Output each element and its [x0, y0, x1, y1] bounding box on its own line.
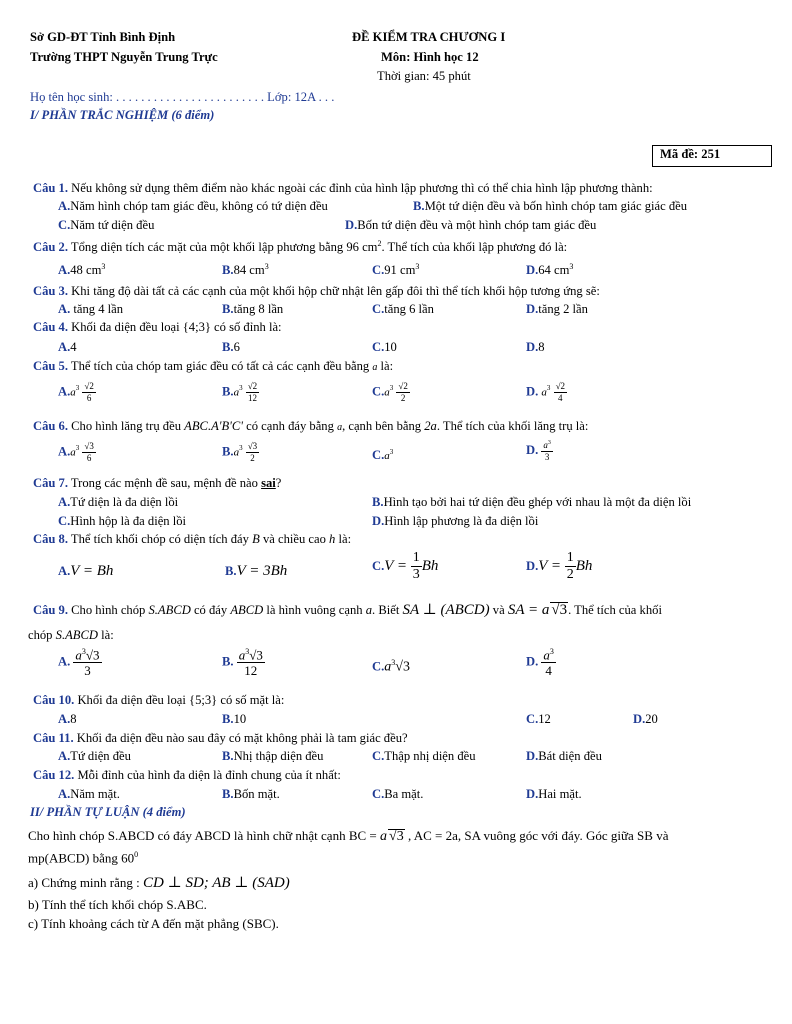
essay-question-a: a) Chứng minh rằng : CD ⊥ SD; AB ⊥ (SAD) [28, 875, 290, 891]
question-2: Câu 2. Tổng diện tích các mặt của một khối lập phương bằng 96 $cm^2$. Thể tích của khối lập phương đó là: [33, 239, 568, 255]
q9-option-b: B. $\frac{a^3√3}{12}$ [222, 647, 263, 679]
subject: Môn: Hình học 12 [381, 50, 479, 64]
q5-option-c: $C.a^3$ $\frac{√2}{2}$ [372, 381, 408, 403]
question-4: Câu 4. Khối đa diện đều loại {4;3} có số đỉnh là: [33, 320, 282, 334]
q6-option-b: $B.a^3$ $\frac{√3}{2}$ [222, 441, 258, 463]
q3-option-b: B.tăng 8 lần [222, 302, 284, 316]
essay-question-c: c) Tính khoảng cách từ A đến mặt phẳng (SBC). [28, 916, 279, 931]
q7-option-b: B.Hình tạo bởi hai tứ diện đều ghép với nhau là một đa diện lồi [372, 495, 692, 509]
q1-option-b: B.Một tứ diện đều và bốn hình chóp tam giác giác đều [413, 199, 688, 213]
question-3: Câu 3. Khi tăng độ dài tất cả các cạnh của một khối hộp chữ nhật lên gấp đôi thì thể tích khối hộp tương ứng sẽ: [33, 284, 600, 298]
q8-option-b: B.V = 3Bh [225, 563, 288, 579]
q8-option-a: A.V = Bh [58, 563, 114, 579]
question-8: Câu 8. Thể tích khối chóp có diện tích đáy B và chiều cao h là: [33, 532, 352, 546]
section-1-title: I/ PHẦN TRẮC NGHIỆM (6 điểm) [30, 108, 215, 122]
question-number: Câu 1. [33, 181, 68, 195]
q3-option-c: C.tăng 6 lần [372, 302, 434, 316]
q6-option-a: $A.a^3$ $\frac{√3}{6}$ [58, 441, 94, 463]
exam-title: ĐỀ KIỂM TRA CHƯƠNG I [352, 30, 506, 44]
question-9: Câu 9. Cho hình chóp S.ABCD có đáy ABCD là hình vuông cạnh a. Biết SA ⊥ (ABCD) và SA = a √3. Thể tích của khối [33, 602, 662, 618]
q2-option-d: D.64 $cm^3$ [526, 262, 574, 278]
q8-option-c: C.V = $\frac{1}{3}$ Bh [372, 550, 439, 582]
q10-option-a: A.8 [58, 712, 77, 726]
q4-option-b: B.6 [222, 340, 240, 354]
essay-question-b: b) Tính thể tích khối chóp S.ABC. [28, 897, 207, 912]
question-9-line2: chóp S.ABCD là: [28, 628, 114, 642]
q10-option-c: C.12 [526, 712, 551, 726]
school-name: Trường THPT Nguyễn Trung Trực [30, 50, 218, 64]
q11-option-a: A.Tứ diện đều [58, 749, 131, 763]
q3-option-d: D.tăng 2 lần [526, 302, 588, 316]
exam-code: Mã đề: 251 [660, 147, 721, 161]
exam-time: Thời gian: 45 phút [377, 69, 471, 83]
q11-option-d: D.Bát diện đều [526, 749, 602, 763]
q2-option-c: C.91 $cm^3$ [372, 262, 420, 278]
q5-option-b: $B.a^3$ $\frac{√2}{12}$ [222, 381, 258, 403]
q9-option-c: $C.a^3√3$ [372, 658, 410, 675]
q12-option-d: D.Hai mặt. [526, 787, 582, 801]
q6-option-c: $C.a^3$ [372, 448, 394, 463]
q1-option-d: D.Bốn tứ diện đều và một hình chóp tam giác đều [345, 218, 597, 232]
question-6: Câu 6. Cho hình lăng trụ đều ABC.A'B'C' có cạnh đáy bằng a, cạnh bên bằng 2a. Thể tích của khối lăng trụ là: [33, 419, 589, 433]
q4-option-c: C.10 [372, 340, 397, 354]
q9-option-a: A. $\frac{a^3√3}{3}$ [58, 647, 100, 679]
q6-option-d: D. $\frac{a^3}{3}$ [526, 440, 551, 462]
q5-option-d: D. $a^3$ $\frac{√2}{4}$ [526, 381, 566, 403]
q12-option-a: A.Năm mặt. [58, 787, 120, 801]
q10-option-d: D.20 [633, 712, 658, 726]
q4-option-a: A.4 [58, 340, 77, 354]
q10-option-b: B.10 [222, 712, 247, 726]
question-11: Câu 11. Khối đa diện đều nào sau đây có mặt không phải là tam giác đều? [33, 731, 408, 745]
q9-option-d: D. $\frac{a^3}{4}$ [526, 647, 554, 679]
q2-option-b: B.84 $cm^3$ [222, 262, 269, 278]
q8-option-d: D.V = $\frac{1}{2}$ Bh [526, 550, 593, 582]
question-7: Câu 7. Trong các mệnh đề sau, mệnh đề nào sai? [33, 476, 282, 490]
department-name: Sở GD-ĐT Tỉnh Bình Định [30, 30, 176, 44]
q12-option-b: B.Bốn mặt. [222, 787, 280, 801]
q2-option-a: A.48 $cm^3$ [58, 262, 106, 278]
q4-option-d: D.8 [526, 340, 545, 354]
q11-option-b: B.Nhị thập diện đều [222, 749, 324, 763]
q12-option-c: C.Ba mặt. [372, 787, 424, 801]
q7-option-d: D.Hình lập phương là đa diện lồi [372, 514, 539, 528]
q7-option-a: A.Tứ diện là đa diện lồi [58, 495, 179, 509]
question-text: Nếu không sử dụng thêm điểm nào khác ngoài các đỉnh của hình lập phương thì có thể chia hình lập phương thành: [71, 181, 653, 195]
question-1 [33, 181, 653, 196]
question-5: Câu 5. Thể tích của chóp tam giác đều có tất cả các cạnh đều bằng a là: [33, 359, 394, 373]
essay-statement-line2: mp(ABCD) bằng $60^0$ [28, 850, 139, 866]
q1-option-c: C.Năm tứ diện đều [58, 218, 155, 232]
question-10: Câu 10. Khối đa diện đều loại {5;3} có số mặt là: [33, 693, 285, 707]
q5-option-a: $A.a^3$ $\frac{√2}{6}$ [58, 381, 94, 403]
q3-option-a: A. tăng 4 lần [58, 302, 124, 316]
essay-statement-line1: Cho hình chóp S.ABCD có đáy ABCD là hình chữ nhật cạnh BC = a √3 , AC = 2a, SA vuông góc với đáy. Góc giữa SB và [28, 828, 669, 844]
q7-option-c: C.Hình hộp là đa diện lồi [58, 514, 187, 528]
q1-option-a: A.Năm hình chóp tam giác đều, không có tứ diện đều [58, 199, 328, 213]
question-12: Câu 12. Mỗi đỉnh của hình đa diện là đỉnh chung của ít nhất: [33, 768, 341, 782]
student-line: Họ tên học sinh: . . . . . . . . . . . . . . . . . . . . . . . . Lớp: 12A . . . [30, 90, 335, 104]
q11-option-c: C.Thập nhị diện đều [372, 749, 476, 763]
section-2-title: II/ PHẦN TỰ LUẬN (4 điểm) [30, 805, 186, 819]
